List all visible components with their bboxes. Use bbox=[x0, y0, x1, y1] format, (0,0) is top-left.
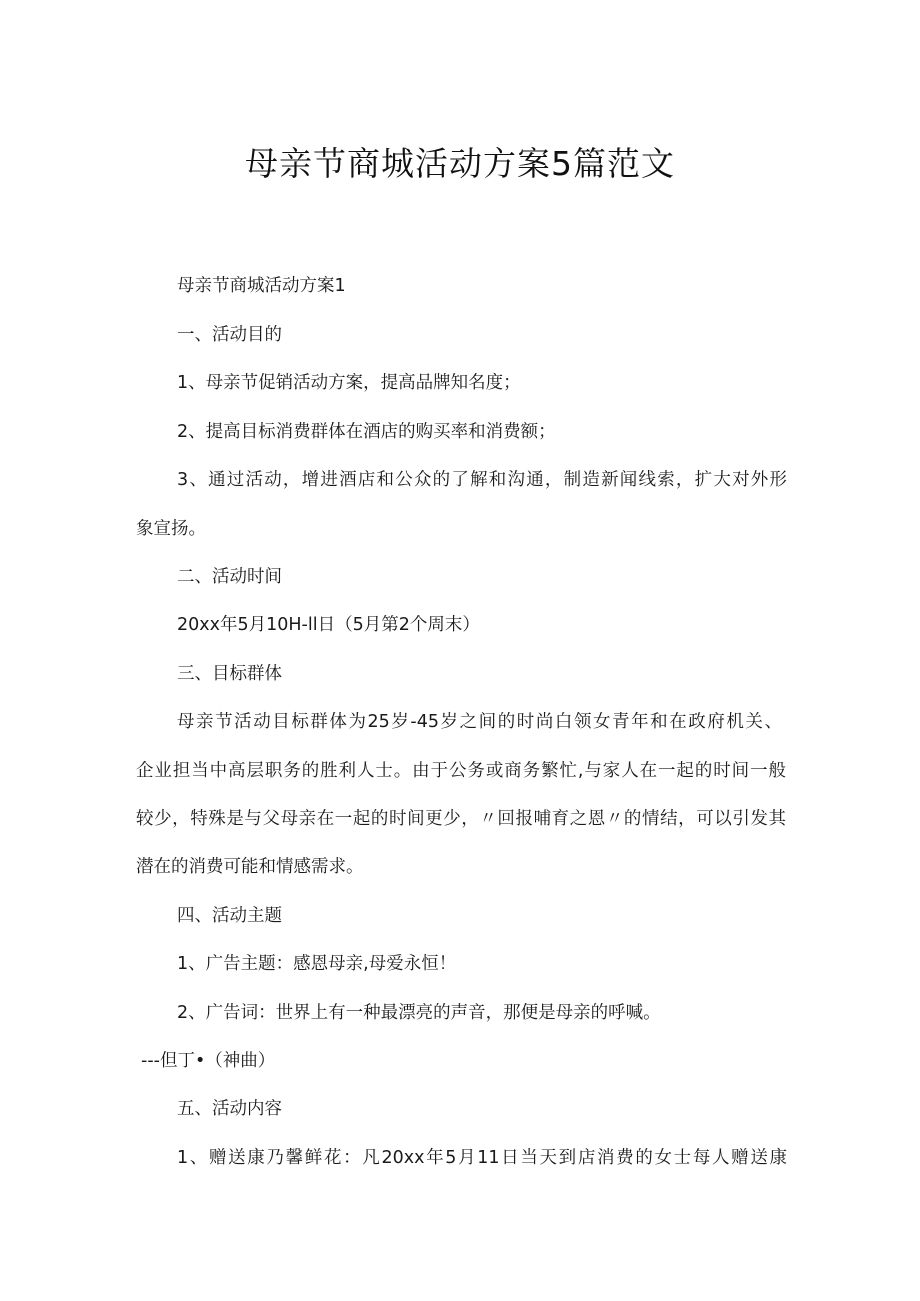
heading-activity-time: 二、活动时间 bbox=[177, 567, 282, 587]
target-group-paragraph-line-3: 较少，特殊是与父母亲在一起的时间更少，〃回报哺育之恩〃的情结，可以引发其 bbox=[136, 809, 786, 829]
target-group-paragraph-line-1: 母亲节活动目标群体为25岁-45岁之间的时尚白领女青年和在政府机关、 bbox=[177, 712, 782, 732]
heading-target-group: 三、目标群体 bbox=[177, 664, 282, 684]
document-title: 母亲节商城活动方案5篇范文 bbox=[245, 144, 675, 183]
content-item-1: 1、赠送康乃馨鲜花：凡20xx年5月11日当天到店消费的女士每人赠送康 bbox=[177, 1148, 787, 1168]
theme-item-2: 2、广告词：世界上有一种最漂亮的声音，那便是母亲的呼喊。 bbox=[177, 1003, 661, 1023]
heading-activity-theme: 四、活动主题 bbox=[177, 906, 282, 926]
purpose-item-1: 1、母亲节促销活动方案，提高品牌知名度； bbox=[177, 373, 521, 393]
section-heading-plan-1: 母亲节商城活动方案1 bbox=[177, 276, 346, 296]
theme-item-1: 1、广告主题：感恩母亲,母爱永恒！ bbox=[177, 954, 457, 974]
activity-time-text: 20xx年5月10H-ll日（5月第2个周末） bbox=[177, 615, 480, 635]
target-group-paragraph-line-2: 企业担当中高层职务的胜利人士。由于公务或商务繁忙,与家人在一起的时间一般 bbox=[136, 761, 786, 781]
heading-activity-content: 五、活动内容 bbox=[177, 1099, 282, 1119]
heading-activity-purpose: 一、活动目的 bbox=[177, 325, 282, 345]
target-group-paragraph-line-4: 潜在的消费可能和情感需求。 bbox=[136, 857, 364, 877]
quote-attribution: ---但丁•（神曲） bbox=[141, 1051, 276, 1071]
purpose-item-2: 2、提高目标消费群体在酒店的购买率和消费额； bbox=[177, 422, 556, 442]
purpose-item-3: 3、通过活动，增进酒店和公众的了解和沟通，制造新闻线索，扩大对外形 bbox=[177, 470, 787, 490]
purpose-item-3-continued: 象宣扬。 bbox=[136, 519, 206, 539]
